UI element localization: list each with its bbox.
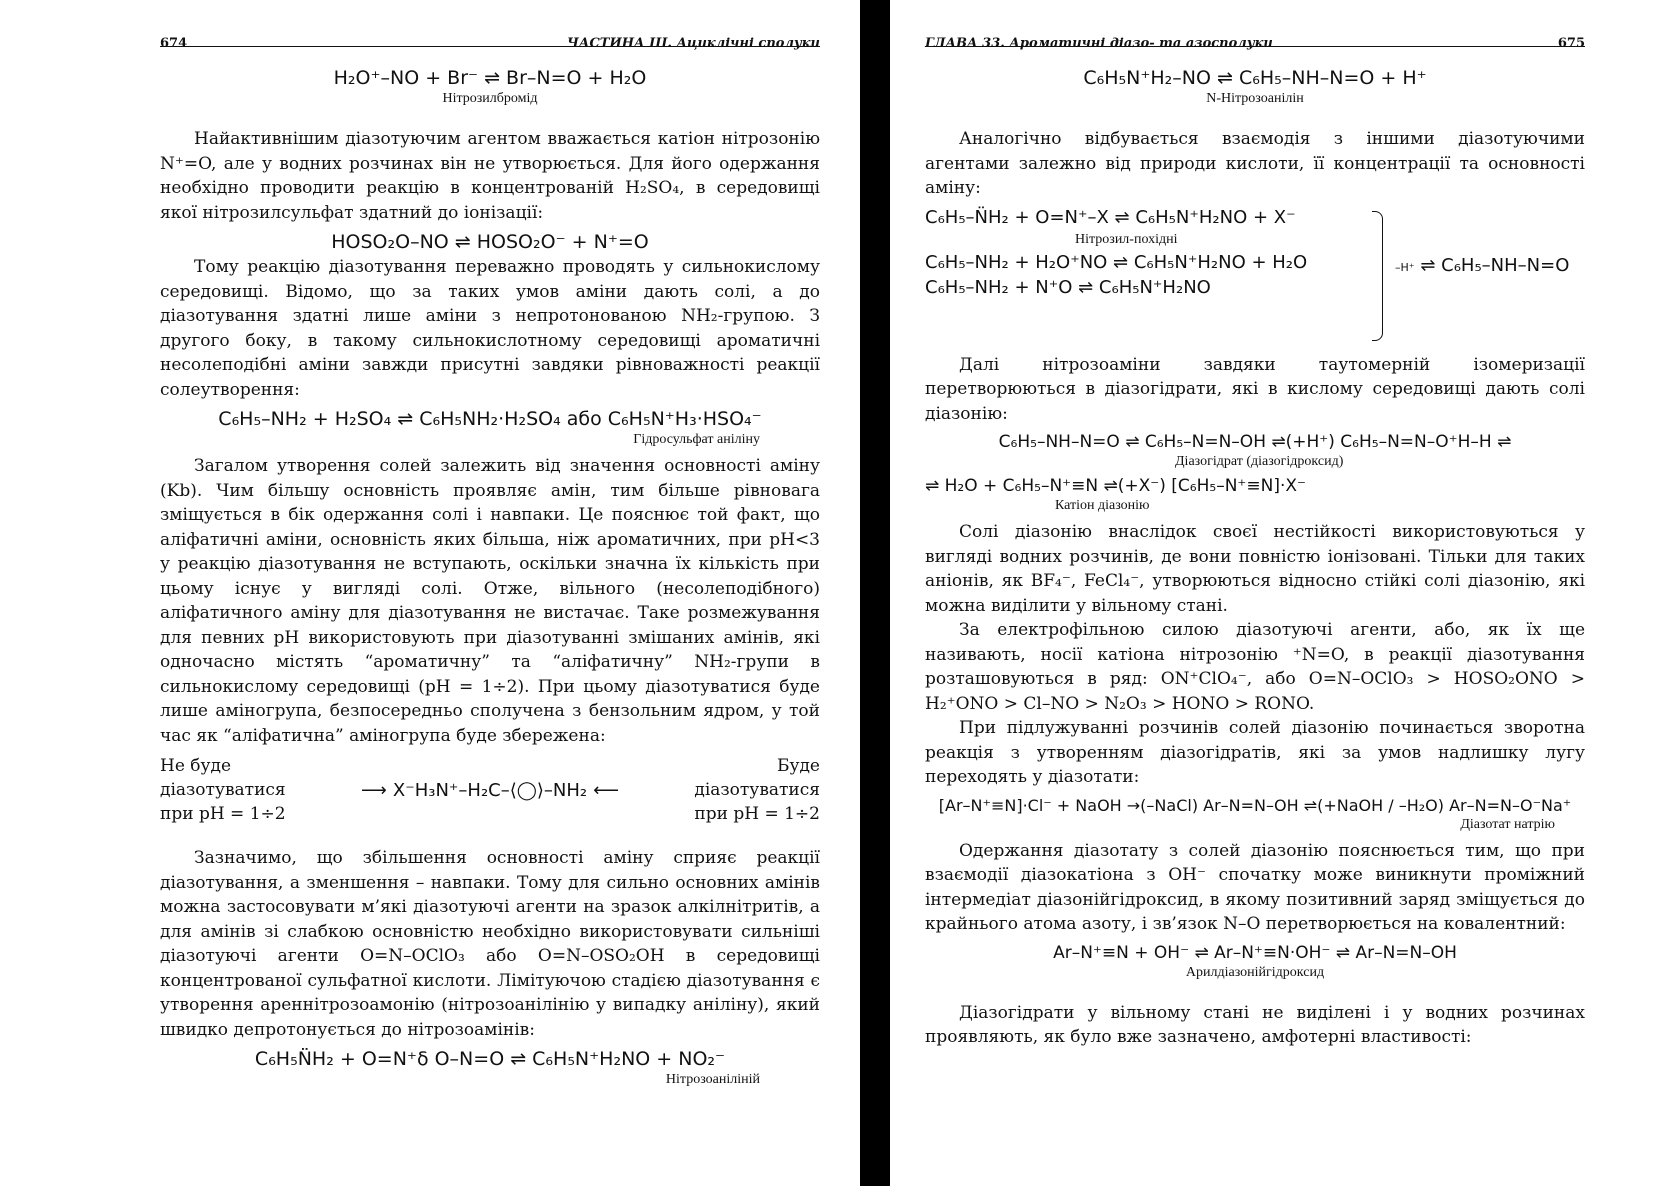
right-running-head: ГЛАВА 33. Ароматичні діазо- та азосполуки bbox=[925, 36, 1273, 51]
equation-label: Катіон діазонію bbox=[1055, 498, 1150, 513]
reaction-line: C₆H₅–NH₂ + H₂O⁺NO ⇌ C₆H₅N⁺H₂NO + H₂O bbox=[925, 251, 1308, 273]
equation: ⇌ H₂O + C₆H₅–N⁺≡N ⇌(+X⁻) [C₆H₅–N⁺≡N]·X⁻ bbox=[925, 476, 1307, 496]
equation-label: Нітрозилбромід bbox=[442, 91, 538, 106]
paragraph: Одержання діазотату з солей діазонію пояснюється тим, що при взаємодії діазокатіона з OH⁻ спочатку може виникнути проміжний інтермедіат діазонійгідроксид, в якому позитивний заряд зміщується до крайнього атома азоту, і зв’язок N–O перетворюється на ковалентний: bbox=[925, 840, 1585, 934]
paragraph: За електрофільною силою діазотуючі агенти, або, як їх ще називають, носії катіона нітрозонію ⁺N=O, в реакції діазотування розташовуються в ряд: ON⁺ClO₄⁻, або O=N–OClO₃ > HOSO₂ONO > H₂⁺ONO > Cl–NO > N₂O₃ > HONO > RONO. bbox=[925, 620, 1585, 714]
equation: [Ar–N⁺≡N]·Cl⁻ + NaOH →(–NaCl) Ar–N=N–OH ⇌(+NaOH / –H₂O) Ar–N=N–O⁻Na⁺ bbox=[938, 795, 1572, 815]
left-running-header bbox=[160, 20, 820, 51]
equation-label: Арилдіазонійгідроксид bbox=[1185, 964, 1325, 980]
right-running-header bbox=[925, 20, 1585, 51]
left-page-number: 674 bbox=[160, 36, 188, 51]
paragraph: Загалом утворення солей залежить від значення основності аміну (Kb). Чим більшу основність проявляє амін, тим більше рівновага зміщується в бік одержання солі і навпаки. Це пояснює той факт, що аліфатичні аміни, основність яких більша, ніж ароматичних, при pH<3 у реакцію діазотування не вступають, оскільки значна їх кількість при цьому існує у вигляді солі. Отже, вільного (несолеподібного) аліфатичного аміну для діазотування не вистачає. Таке розмежування для певних pH використовують при діазотуванні змішаних амінів, які одночасно містять “ароматичну” та “аліфатичну” NH₂-групи в сильнокислому середовищі (pH = 1÷2). При цьому діазотуватися буде лише аміногрупа, безпосередньо сполучена з бензольним ядром, у той час як “аліфатична” аміногрупа буде збережена: bbox=[160, 456, 820, 746]
reaction-system bbox=[925, 207, 1585, 347]
paragraph: Тому реакцію діазотування переважно проводять у сильнокислому середовищі. Відомо, що за таких умов аміни дають солі, а до діазотування здатні лише аміни з непротонованою NH₂-групою. З другого боку, в такому сильнокислотному середовищі ароматичні несолеподібні аміни завжди присутні завдяки рівноважності реакції солеутворення: bbox=[160, 257, 820, 400]
equation: C₆H₅–NH–N=O ⇌ C₆H₅–N=N–OH ⇌(+H⁺) C₆H₅–N=N–O⁺H–H ⇌ bbox=[998, 432, 1512, 452]
equation: HOSO₂O–NO ⇌ HOSO₂O⁻ + N⁺=O bbox=[331, 231, 649, 253]
product-formula: C₆H₅–NH–N=O bbox=[1441, 254, 1570, 276]
scheme-note-left: Не буде діазотуватися при pH = 1÷2 bbox=[160, 756, 286, 824]
equation: C₆H₅–NH₂ + H₂SO₄ ⇌ C₆H₅NH₂·H₂SO₄ або C₆H₅N⁺H₃·HSO₄⁻ bbox=[218, 408, 762, 430]
equation-label: Діазотат натрію bbox=[1460, 816, 1555, 832]
equation-label: Нітрозил-похідні bbox=[1075, 231, 1178, 247]
equilibrium-arrow-icon: ⇌ bbox=[1420, 254, 1436, 276]
scheme-note-right: Буде діазотуватися при pH = 1÷2 bbox=[694, 756, 820, 824]
paragraph: Аналогічно відбувається взаємодія з іншими діазотуючими агентами залежно від природи кислоти, її концентрації та основності аміну: bbox=[925, 129, 1585, 198]
arrow-left-icon: ⟵ bbox=[593, 779, 619, 801]
arrow-label: –H⁺ bbox=[1395, 260, 1415, 274]
reaction-line: C₆H₅–NH₂ + N⁺O ⇌ C₆H₅N⁺H₂NO bbox=[925, 276, 1211, 298]
left-running-head: ЧАСТИНА ІІІ. Ациклічні сполуки bbox=[567, 36, 820, 51]
equation: Ar–N⁺≡N + OH⁻ ⇌ Ar–N⁺≡N·OH⁻ ⇌ Ar–N=N–OH bbox=[1053, 942, 1457, 963]
diamine-scheme bbox=[160, 754, 820, 826]
equation-label: Нітрозоанілінiй bbox=[665, 1072, 760, 1087]
equation: C₆H₅N⁺H₂–NO ⇌ C₆H₅–NH–N=O + H⁺ bbox=[1083, 67, 1427, 89]
reaction-product bbox=[1395, 255, 1569, 276]
book-gutter bbox=[860, 0, 890, 1186]
left-page bbox=[160, 20, 820, 1170]
brace bbox=[1372, 211, 1383, 341]
equation-label: N-Нітрозоанілін bbox=[1206, 91, 1304, 106]
equation: H₂O⁺–NO + Br⁻ ⇌ Br–N=O + H₂O bbox=[333, 67, 647, 89]
paragraph: При підлужуванні розчинів солей діазонію починається зворотна реакція з утворенням діазогідратів, які за умов надлишку лугу переходять у діазотати: bbox=[925, 718, 1585, 787]
equation: C₆H₅N̈H₂ + O=N⁺δ O–N=O ⇌ C₆H₅N⁺H₂NO + NO₂⁻ bbox=[254, 1048, 726, 1070]
paragraph: Діазогідрати у вільному стані не виділені і у водних розчинах проявляють, як було вже зазначено, амфотерні властивості: bbox=[925, 1002, 1585, 1047]
equation-label: Діазогідрат (діазогідроксид) bbox=[1175, 454, 1344, 469]
right-page-number: 675 bbox=[1557, 36, 1585, 51]
arrow-right-icon: ⟶ bbox=[361, 779, 387, 801]
right-page bbox=[925, 20, 1585, 1170]
paragraph: Солі діазонію внаслідок своєї нестійкості використовуються у вигляді водних розчинів, де вони повністю іонізовані. Тільки для таких аніонів, як BF₄⁻, FeCl₄⁻, утворюються відносно стійкі солі діазонію, які можна виділити у вільному стані. bbox=[925, 522, 1585, 616]
reaction-line: C₆H₅–N̈H₂ + O=N⁺–X ⇌ C₆H₅N⁺H₂NO + X⁻ bbox=[925, 206, 1296, 228]
paragraph: Найактивнішим діазотуючим агентом вважається катіон нітрозонію N⁺=O, але у водних розчинах він не утворюється. Для його одержання необхідно проводити реакцію в концентрованій H₂SO₄, в середовищі якої нітрозилсульфат здатний до іонізації: bbox=[160, 129, 820, 223]
equation-label: Гідросульфат аніліну bbox=[633, 432, 760, 447]
diamine-formula: X⁻H₃N⁺–H₂C–⟨◯⟩–NH₂ bbox=[392, 779, 588, 801]
paragraph: Зазначимо, що збільшення основності аміну сприяє реакції діазотування, а зменшення – навпаки. Тому для сильно основних амінів можна застосовувати м’які діазотуючі агенти на зразок алкілнітритів, а для амінів зі слабкою основністю необхідно використовувати сильніші діазотуючі агенти O=N–OClO₃ або O=N–OSO₂OH в середовищі концентрованої сульфатної кислоти. Лімітуючою стадією діазотування є утворення ареннітрозоамонію (нітрозоанілінію у випадку аніліну), який швидко депротонується до нітрозоамінів: bbox=[160, 848, 820, 1040]
paragraph: Далі нітрозоаміни завдяки таутомерній ізомеризації перетворюються в діазогідрати, які в кислому середовищі дають солі діазонію: bbox=[925, 354, 1585, 424]
